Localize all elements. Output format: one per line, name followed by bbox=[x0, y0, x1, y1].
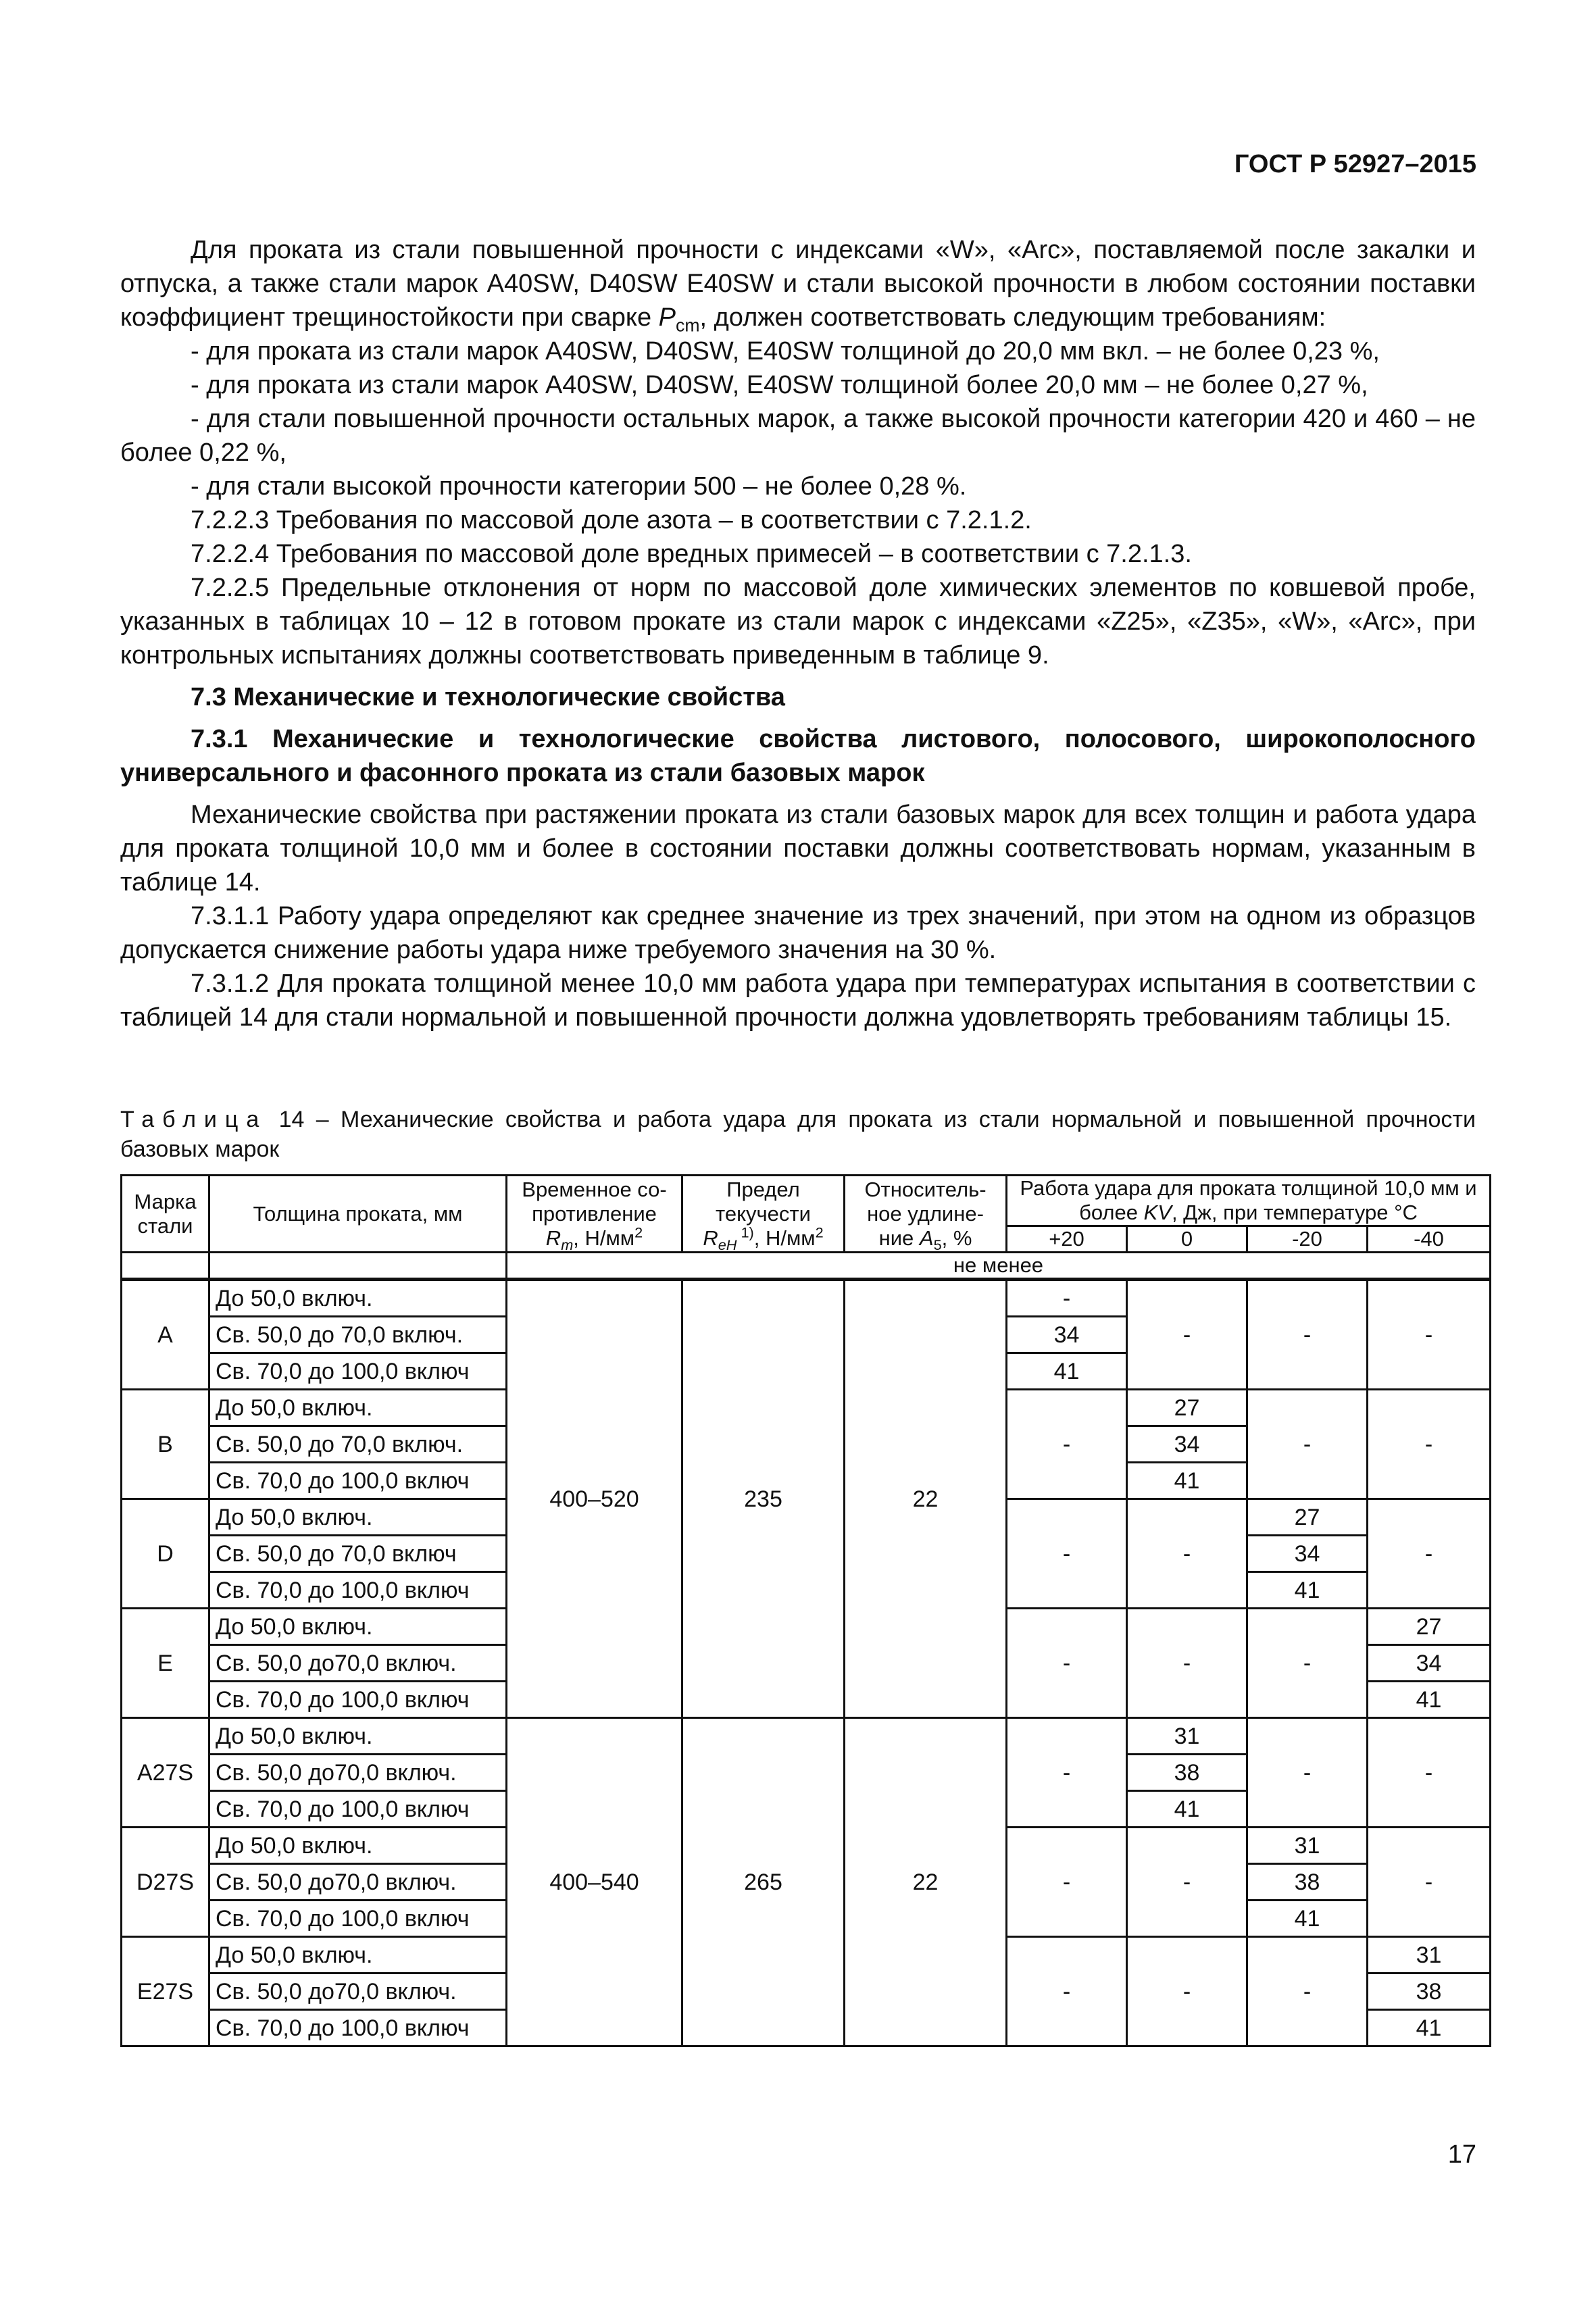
impact-cell: 34 bbox=[1007, 1317, 1127, 1353]
thickness-cell: Св. 50,0 до70,0 включ. bbox=[209, 1973, 507, 2010]
elongation-cell: 22 bbox=[845, 1280, 1007, 1718]
grade-cell: E27S bbox=[122, 1937, 209, 2046]
header-temp: +20 bbox=[1007, 1226, 1127, 1253]
grade-cell: B bbox=[122, 1390, 209, 1499]
impact-cell: - bbox=[1247, 1718, 1368, 1828]
header-blank bbox=[122, 1253, 209, 1280]
elongation-cell: 22 bbox=[845, 1718, 1007, 2046]
page-number: 17 bbox=[1447, 2140, 1476, 2169]
thickness-cell: Св. 70,0 до 100,0 включ bbox=[209, 1791, 507, 1828]
impact-cell: 27 bbox=[1368, 1609, 1491, 1645]
impact-cell: 41 bbox=[1127, 1463, 1247, 1499]
grade-cell: A bbox=[122, 1280, 209, 1390]
impact-cell: - bbox=[1007, 1937, 1127, 2046]
header-tensile: Временное со-противление $R_m$, $Н/мм^2$ bbox=[507, 1176, 682, 1253]
header-yield: Предел текучести $R_{eH}$ $^{1)}$, $Н/мм^2$ bbox=[682, 1176, 845, 1253]
header-impact: Работа удара для проката толщиной 10,0 мм и более KV, Дж, при температуре °С bbox=[1007, 1176, 1491, 1226]
grade-cell: D27S bbox=[122, 1828, 209, 1937]
header-grade: Марка стали bbox=[122, 1176, 209, 1253]
thickness-cell: Св. 50,0 до70,0 включ. bbox=[209, 1755, 507, 1791]
impact-cell: - bbox=[1127, 1499, 1247, 1609]
impact-cell: - bbox=[1247, 1937, 1368, 2046]
impact-cell: - bbox=[1007, 1499, 1127, 1609]
body-text bbox=[120, 233, 1476, 1034]
paragraph: 7.2.2.4 Требования по массовой доле вредных примесей – в соответствии с 7.2.1.3. bbox=[191, 540, 1192, 568]
impact-cell: - bbox=[1247, 1609, 1368, 1718]
impact-cell: - bbox=[1007, 1280, 1127, 1317]
impact-cell: - bbox=[1127, 1609, 1247, 1718]
thickness-cell: Св. 70,0 до 100,0 включ bbox=[209, 1463, 507, 1499]
list-item: - для проката из стали марок A40SW, D40SW, E40SW толщиной до 20,0 мм вкл. – не более 0,23 %, bbox=[191, 337, 1380, 366]
thickness-cell: Св. 50,0 до 70,0 включ. bbox=[209, 1426, 507, 1463]
thickness-cell: До 50,0 включ. bbox=[209, 1390, 507, 1426]
thickness-cell: Св. 70,0 до 100,0 включ bbox=[209, 1353, 507, 1390]
impact-cell: - bbox=[1127, 1280, 1247, 1390]
document-header: ГОСТ Р 52927–2015 bbox=[1234, 150, 1476, 178]
tensile-cell: 400–540 bbox=[507, 1718, 682, 2046]
paragraph: 7.2.2.3 Требования по массовой доле азота – в соответствии с 7.2.1.2. bbox=[191, 506, 1032, 534]
table-row bbox=[122, 1280, 1491, 1317]
impact-cell: 41 bbox=[1368, 1682, 1491, 1718]
header-blank bbox=[209, 1253, 507, 1280]
thickness-cell: Св. 50,0 до 70,0 включ. bbox=[209, 1317, 507, 1353]
list-item: - для стали повышенной прочности остальных марок, а также высокой прочности категории 420 и 460 – не более 0,22 %, bbox=[120, 405, 1476, 467]
impact-cell: 31 bbox=[1368, 1937, 1491, 1973]
paragraph: 7.3.1.1 Работу удара определяют как среднее значение из трех значений, при этом на одном из образцов допускается снижение работы удара ниже требуемого значения на 30 %. bbox=[120, 902, 1476, 964]
paragraph: Механические свойства при растяжении проката из стали базовых марок для всех толщин и работа удара для проката толщиной 10,0 мм и более в состоянии поставки должны соответствовать нормам, указанным в таблице 14. bbox=[120, 801, 1476, 897]
impact-cell: - bbox=[1368, 1280, 1491, 1390]
grade-cell: E bbox=[122, 1609, 209, 1718]
thickness-cell: До 50,0 включ. bbox=[209, 1280, 507, 1317]
impact-cell: 41 bbox=[1368, 2010, 1491, 2046]
grade-cell: D bbox=[122, 1499, 209, 1609]
impact-cell: 41 bbox=[1247, 1901, 1368, 1937]
table-caption-text: 14 – Механические свойства и работа удара для проката из стали нормальной и повышенной прочности базовых марок bbox=[120, 1107, 1476, 1162]
grade-cell: A27S bbox=[122, 1718, 209, 1828]
impact-cell: - bbox=[1127, 1937, 1247, 2046]
thickness-cell: Св. 70,0 до 100,0 включ bbox=[209, 1901, 507, 1937]
thickness-cell: Св. 50,0 до70,0 включ. bbox=[209, 1645, 507, 1682]
impact-cell: - bbox=[1368, 1828, 1491, 1937]
impact-cell: 41 bbox=[1247, 1572, 1368, 1609]
impact-cell: 27 bbox=[1127, 1390, 1247, 1426]
thickness-cell: Св. 50,0 до70,0 включ. bbox=[209, 1864, 507, 1901]
header-temp: -40 bbox=[1368, 1226, 1491, 1253]
impact-cell: - bbox=[1007, 1390, 1127, 1499]
yield-cell: 235 bbox=[682, 1280, 845, 1718]
table-row bbox=[122, 1718, 1491, 1755]
thickness-cell: До 50,0 включ. bbox=[209, 1499, 507, 1536]
header-min: не менее bbox=[507, 1253, 1491, 1280]
header-temp: 0 bbox=[1127, 1226, 1247, 1253]
paragraph-pcm: Для проката из стали повышенной прочности с индексами «W», «Arc», поставляемой после закалки и отпуска, а также стали марок A40SW, D40SW E40SW и стали высокой прочности в любом состоянии поставки коэффициент трещиностойкости при сварке $P_{cm}$, должен соответствовать следующим требованиям: bbox=[120, 236, 1476, 336]
impact-cell: 34 bbox=[1368, 1645, 1491, 1682]
impact-cell: 41 bbox=[1127, 1791, 1247, 1828]
mechanical-properties-table bbox=[120, 1174, 1491, 2047]
thickness-cell: Св. 70,0 до 100,0 включ bbox=[209, 2010, 507, 2046]
paragraph: 7.2.2.5 Предельные отклонения от норм по массовой доле химических элементов по ковшевой пробе, указанных в таблицах 10 – 12 в готовом прокате из стали марок с индексами «Z25», «Z35», «W», «Arc», при контрольных испытаниях должны соответствовать приведенным в таблице 9. bbox=[120, 574, 1476, 670]
impact-cell: 34 bbox=[1127, 1426, 1247, 1463]
impact-cell: 38 bbox=[1368, 1973, 1491, 2010]
impact-cell: 41 bbox=[1007, 1353, 1127, 1390]
thickness-cell: Св. 70,0 до 100,0 включ bbox=[209, 1682, 507, 1718]
impact-cell: 27 bbox=[1247, 1499, 1368, 1536]
impact-cell: - bbox=[1247, 1390, 1368, 1499]
header-thickness: Толщина проката, мм bbox=[209, 1176, 507, 1253]
impact-cell: - bbox=[1007, 1718, 1127, 1828]
impact-cell: - bbox=[1368, 1718, 1491, 1828]
thickness-cell: Св. 50,0 до 70,0 включ bbox=[209, 1536, 507, 1572]
impact-cell: - bbox=[1247, 1280, 1368, 1390]
impact-cell: - bbox=[1127, 1828, 1247, 1937]
header-temp: -20 bbox=[1247, 1226, 1368, 1253]
impact-cell: - bbox=[1007, 1609, 1127, 1718]
impact-cell: 31 bbox=[1127, 1718, 1247, 1755]
header-elongation: Относитель-ное удлине-ние $A_5$, % bbox=[845, 1176, 1007, 1253]
subsection-heading: 7.3.1 Механические и технологические свойства листового, полосового, широкополосного универсального и фасонного проката из стали базовых марок bbox=[120, 725, 1476, 787]
impact-cell: 34 bbox=[1247, 1536, 1368, 1572]
impact-cell: 31 bbox=[1247, 1828, 1368, 1864]
tensile-cell: 400–520 bbox=[507, 1280, 682, 1718]
thickness-cell: До 50,0 включ. bbox=[209, 1828, 507, 1864]
list-item: - для проката из стали марок A40SW, D40SW, E40SW толщиной более 20,0 мм – не более 0,27 %, bbox=[191, 371, 1368, 399]
impact-cell: 38 bbox=[1127, 1755, 1247, 1791]
thickness-cell: До 50,0 включ. bbox=[209, 1937, 507, 1973]
thickness-cell: До 50,0 включ. bbox=[209, 1718, 507, 1755]
impact-cell: - bbox=[1368, 1499, 1491, 1609]
list-item: - для стали высокой прочности категории 500 – не более 0,28 %. bbox=[191, 472, 967, 501]
impact-cell: 38 bbox=[1247, 1864, 1368, 1901]
thickness-cell: Св. 70,0 до 100,0 включ bbox=[209, 1572, 507, 1609]
thickness-cell: До 50,0 включ. bbox=[209, 1609, 507, 1645]
paragraph: 7.3.1.2 Для проката толщиной менее 10,0 мм работа удара при температурах испытания в соответствии с таблицей 14 для стали нормальной и повышенной прочности должна удовлетворять требованиям таблицы 15. bbox=[120, 970, 1476, 1032]
section-heading: 7.3 Механические и технологические свойства bbox=[191, 683, 785, 711]
table-caption bbox=[120, 1105, 1476, 1164]
yield-cell: 265 bbox=[682, 1718, 845, 2046]
impact-cell: - bbox=[1368, 1390, 1491, 1499]
impact-cell: - bbox=[1007, 1828, 1127, 1937]
table-caption-prefix: Таблица bbox=[120, 1107, 268, 1132]
